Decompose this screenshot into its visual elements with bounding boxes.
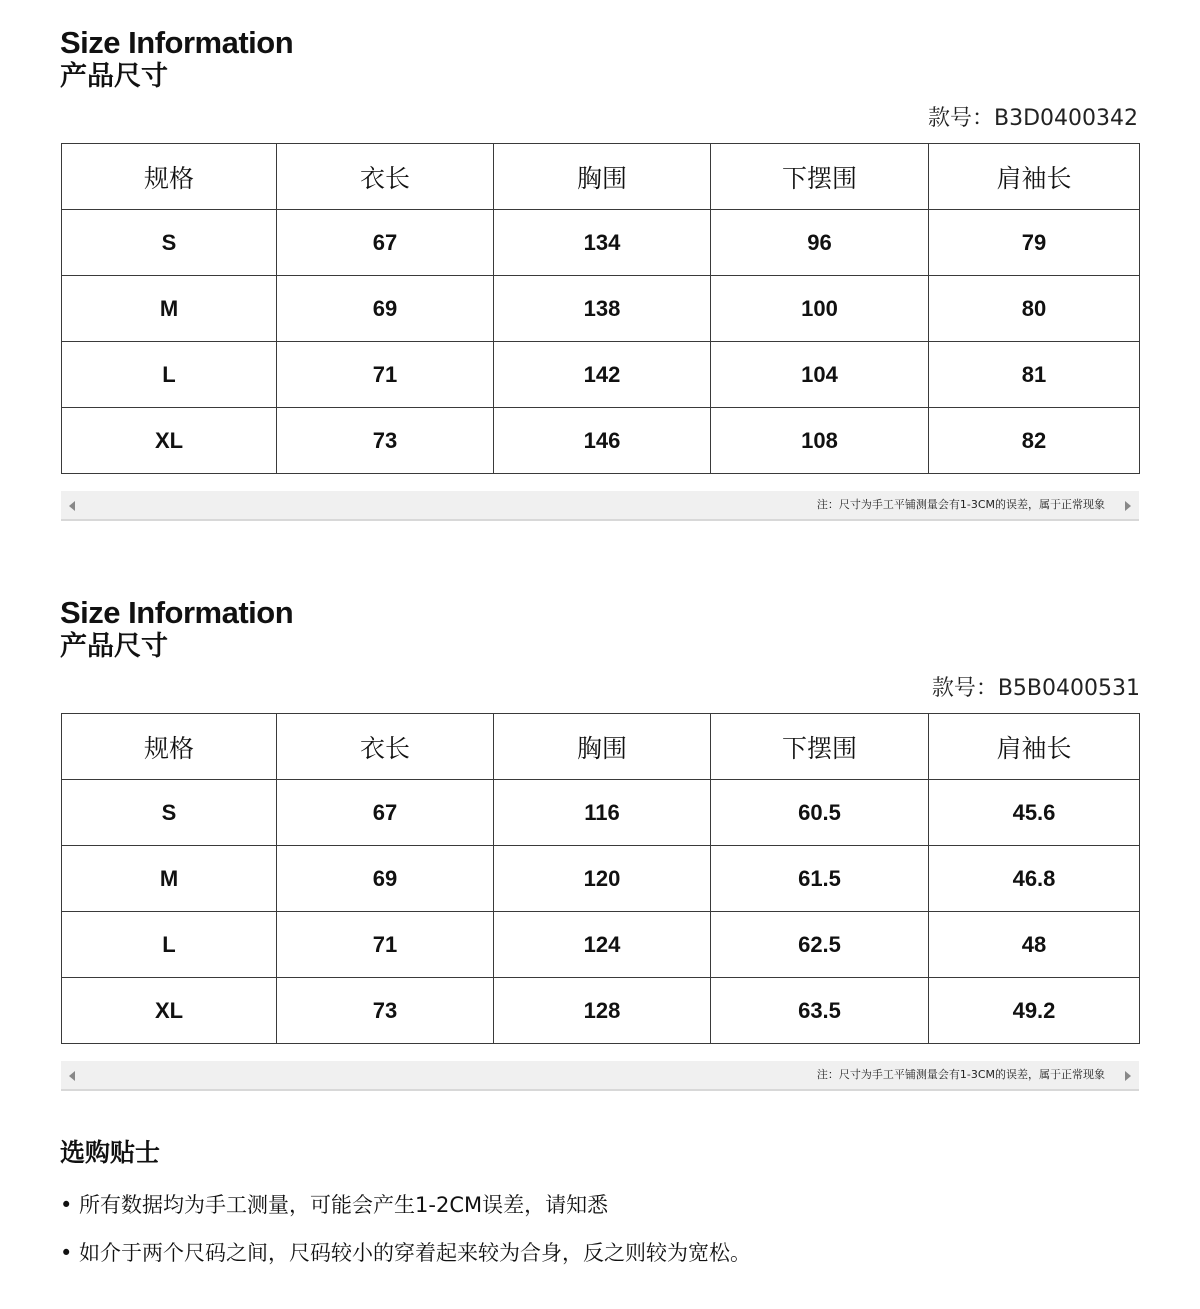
header-size: 规格 xyxy=(62,144,277,210)
table-cell: 134 xyxy=(494,210,711,276)
header-chest: 胸围 xyxy=(494,144,711,210)
table-row xyxy=(62,342,1140,408)
table-cell: 142 xyxy=(494,342,711,408)
scroll-left-icon[interactable] xyxy=(69,501,75,511)
measurement-note: 注：尺寸为手工平铺测量会有1-3CM的误差，属于正常现象 xyxy=(816,1068,1105,1081)
table-cell: XL xyxy=(62,408,277,474)
table-cell: 81 xyxy=(929,342,1140,408)
table-cell: 116 xyxy=(494,780,711,846)
table-cell: 69 xyxy=(277,846,494,912)
header-hem: 下摆围 xyxy=(711,714,929,780)
table-cell: M xyxy=(62,846,277,912)
size-table xyxy=(61,143,1140,474)
size-info-title-cn: 产品尺寸 xyxy=(60,631,168,662)
table-cell: 69 xyxy=(277,276,494,342)
table-cell: M xyxy=(62,276,277,342)
scroll-right-icon[interactable] xyxy=(1125,1071,1131,1081)
header-length: 衣长 xyxy=(277,714,494,780)
table-cell: 67 xyxy=(277,780,494,846)
table-cell: 60.5 xyxy=(711,780,929,846)
table-cell: 71 xyxy=(277,342,494,408)
header-length: 衣长 xyxy=(277,144,494,210)
style-number: 款号：B5B0400531 xyxy=(931,676,1140,701)
scroll-left-icon[interactable] xyxy=(69,1071,75,1081)
table-cell: 48 xyxy=(929,912,1140,978)
table-cell: 62.5 xyxy=(711,912,929,978)
table-cell: 61.5 xyxy=(711,846,929,912)
header-shoulder-sleeve: 肩袖长 xyxy=(929,144,1140,210)
table-cell: 73 xyxy=(277,978,494,1044)
table-cell: 108 xyxy=(711,408,929,474)
table-cell: S xyxy=(62,210,277,276)
measurement-note: 注：尺寸为手工平铺测量会有1-3CM的误差，属于正常现象 xyxy=(816,498,1105,511)
header-shoulder-sleeve: 肩袖长 xyxy=(929,714,1140,780)
tip-item: • 如介于两个尺码之间，尺码较小的穿着起来较为合身，反之则较为宽松。 xyxy=(60,1241,752,1265)
table-cell: 80 xyxy=(929,276,1140,342)
table-cell: 128 xyxy=(494,978,711,1044)
tip-item: • 所有数据均为手工测量，可能会产生1-2CM误差，请知悉 xyxy=(60,1193,609,1217)
header-size: 规格 xyxy=(62,714,277,780)
table-cell: 82 xyxy=(929,408,1140,474)
table-cell: L xyxy=(62,912,277,978)
table-header-row xyxy=(62,714,1140,780)
shopping-tips-title: 选购贴士 xyxy=(60,1138,161,1167)
table-row xyxy=(62,408,1140,474)
table-row xyxy=(62,780,1140,846)
table-cell: 49.2 xyxy=(929,978,1140,1044)
size-info-title-cn: 产品尺寸 xyxy=(60,61,168,92)
table-row xyxy=(62,912,1140,978)
table-cell: 138 xyxy=(494,276,711,342)
table-cell: 104 xyxy=(711,342,929,408)
table-cell: 73 xyxy=(277,408,494,474)
table-cell: 45.6 xyxy=(929,780,1140,846)
table-cell: 146 xyxy=(494,408,711,474)
table-cell: 63.5 xyxy=(711,978,929,1044)
table-row xyxy=(62,978,1140,1044)
scroll-right-icon[interactable] xyxy=(1125,501,1131,511)
table-cell: S xyxy=(62,780,277,846)
table-cell: 46.8 xyxy=(929,846,1140,912)
size-table xyxy=(61,713,1140,1044)
table-cell: 96 xyxy=(711,210,929,276)
header-chest: 胸围 xyxy=(494,714,711,780)
table-row xyxy=(62,276,1140,342)
table-row xyxy=(62,210,1140,276)
table-cell: XL xyxy=(62,978,277,1044)
header-hem: 下摆围 xyxy=(711,144,929,210)
horizontal-scrollbar[interactable] xyxy=(61,1061,1139,1091)
horizontal-scrollbar[interactable] xyxy=(61,491,1139,521)
table-cell: 79 xyxy=(929,210,1140,276)
size-info-title-en: Size Information xyxy=(60,595,294,630)
table-header-row xyxy=(62,144,1140,210)
table-cell: 124 xyxy=(494,912,711,978)
style-number: 款号：B3D0400342 xyxy=(927,106,1138,131)
size-info-title-en: Size Information xyxy=(60,25,294,60)
table-cell: 71 xyxy=(277,912,494,978)
table-cell: 100 xyxy=(711,276,929,342)
table-row xyxy=(62,846,1140,912)
table-cell: 120 xyxy=(494,846,711,912)
table-cell: 67 xyxy=(277,210,494,276)
table-cell: L xyxy=(62,342,277,408)
